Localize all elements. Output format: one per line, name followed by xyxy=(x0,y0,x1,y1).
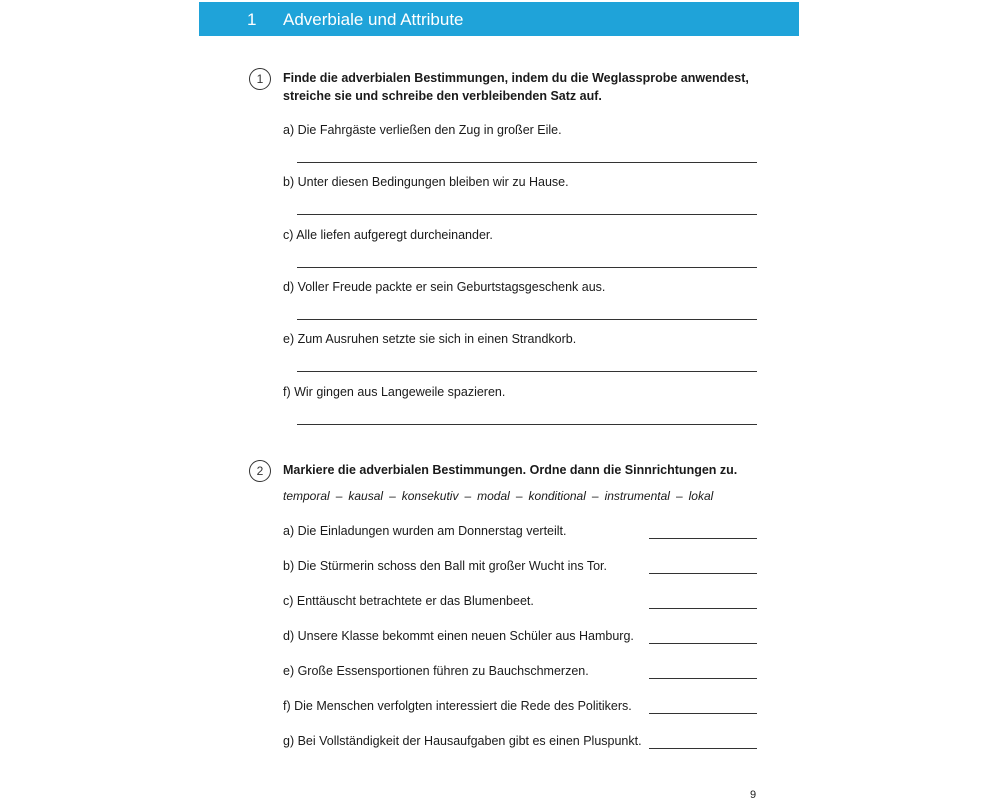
sense-options-list xyxy=(283,489,713,503)
page-number: 9 xyxy=(750,789,757,801)
exercise-1-answer-line-f xyxy=(297,424,757,425)
exercise-1-answer-line-e xyxy=(297,371,757,372)
option-konditional: konditional xyxy=(528,489,586,503)
exercise-1-answer-line-b xyxy=(297,214,757,215)
exercise-1-item-a: a) Die Fahrgäste verließen den Zug in großer Eile. xyxy=(283,123,562,137)
exercise-2-item-d: d) Unsere Klasse bekommt einen neuen Schüler aus Hamburg. xyxy=(283,629,634,643)
option-separator: – xyxy=(335,489,343,503)
exercise-2-answer-line-e xyxy=(649,678,757,679)
option-separator: – xyxy=(515,489,523,503)
exercise-2-answer-line-c xyxy=(649,608,757,609)
option-temporal: temporal xyxy=(283,489,330,503)
exercise-1-answer-line-d xyxy=(297,319,757,320)
exercise-1-instruction-line1: Finde die adverbialen Bestimmungen, indem du die Weglassprobe anwendest, xyxy=(283,71,749,85)
exercise-2-answer-line-g xyxy=(649,748,757,749)
chapter-number: 1 xyxy=(247,10,257,29)
exercise-2-instruction: Markiere die adverbialen Bestimmungen. Ordne dann die Sinnrichtungen zu. xyxy=(283,463,738,477)
chapter-header xyxy=(199,2,799,36)
exercise-2-item-b: b) Die Stürmerin schoss den Ball mit großer Wucht ins Tor. xyxy=(283,559,607,573)
exercise-2-item-c: c) Enttäuscht betrachtete er das Blumenbeet. xyxy=(283,594,534,608)
option-konsekutiv: konsekutiv xyxy=(401,489,459,503)
exercise-1-item-c: c) Alle liefen aufgeregt durcheinander. xyxy=(283,228,493,242)
exercise-2-number-circle: 2 xyxy=(249,460,271,482)
exercise-2-answer-line-f xyxy=(649,713,757,714)
exercise-2-item-a: a) Die Einladungen wurden am Donnerstag verteilt. xyxy=(283,524,567,538)
exercise-1-instruction xyxy=(283,69,763,105)
exercise-2-item-e: e) Große Essensportionen führen zu Bauchschmerzen. xyxy=(283,664,589,678)
exercise-1-answer-line-c xyxy=(297,267,757,268)
exercise-2-answer-line-b xyxy=(649,573,757,574)
exercise-2-item-g: g) Bei Vollständigkeit der Hausaufgaben gibt es einen Pluspunkt. xyxy=(283,734,642,748)
option-kausal: kausal xyxy=(348,489,384,503)
exercise-1-item-b: b) Unter diesen Bedingungen bleiben wir zu Hause. xyxy=(283,175,569,189)
chapter-title: Adverbiale und Attribute xyxy=(283,10,464,29)
option-separator: – xyxy=(591,489,599,503)
exercise-2-answer-line-d xyxy=(649,643,757,644)
exercise-1-item-d: d) Voller Freude packte er sein Geburtstagsgeschenk aus. xyxy=(283,280,606,294)
option-separator: – xyxy=(464,489,472,503)
exercise-1-item-f: f) Wir gingen aus Langeweile spazieren. xyxy=(283,385,506,399)
option-separator: – xyxy=(675,489,683,503)
exercise-1-answer-line-a xyxy=(297,162,757,163)
option-modal: modal xyxy=(477,489,510,503)
option-instrumental: instrumental xyxy=(604,489,670,503)
exercise-1-instruction-line2: streiche sie und schreibe den verbleibenden Satz auf. xyxy=(283,89,602,103)
worksheet-page xyxy=(199,0,799,800)
exercise-2-item-f: f) Die Menschen verfolgten interessiert die Rede des Politikers. xyxy=(283,699,632,713)
option-separator: – xyxy=(389,489,396,503)
exercise-2-answer-line-a xyxy=(649,538,757,539)
option-lokal: lokal xyxy=(688,489,714,503)
exercise-1-number-circle: 1 xyxy=(249,68,271,90)
exercise-1-item-e: e) Zum Ausruhen setzte sie sich in einen Strandkorb. xyxy=(283,332,577,346)
